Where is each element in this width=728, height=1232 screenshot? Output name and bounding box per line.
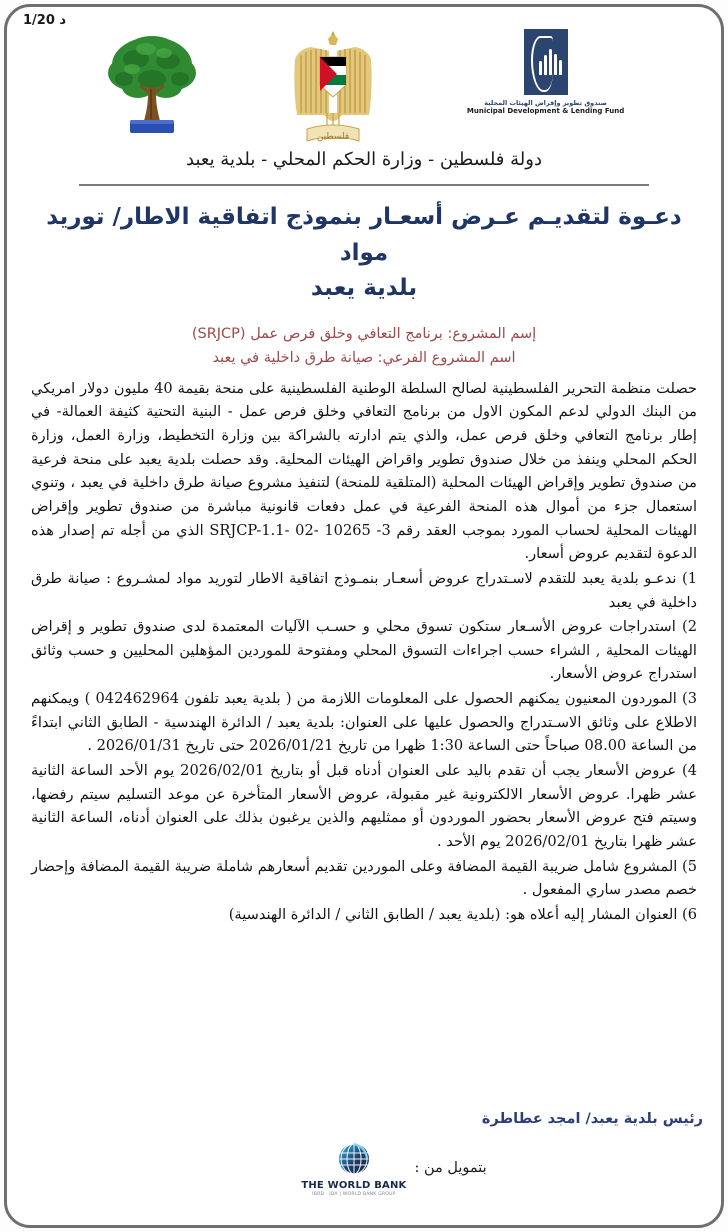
mayor-signature: رئيس بلدية يعبد/ امجد عطاطرة xyxy=(481,1111,703,1127)
world-bank-subtitle: IBRD · IDA | WORLD BANK GROUP xyxy=(312,1192,396,1197)
buildings-shape xyxy=(539,45,563,75)
mdlf-caption-english: Municipal Development & Lending Fund xyxy=(466,107,625,116)
funder-row xyxy=(25,1139,703,1197)
logos-row xyxy=(21,13,707,143)
list-item: 5) المشروع شامل ضريبة القيمة المضافة وعلى الموردين تقديم أسعارهم شاملة ضريبة القيمة المضافة وإحضار خصم مصدر ساري المفعول . xyxy=(31,857,697,899)
eagle-emblem-icon xyxy=(285,29,381,149)
world-bank-wordmark: THE WORLD BANK xyxy=(301,1180,407,1191)
title-line-1: دعـوة لتقديـم عـرض أسعـار بنموذج اتفاقية الاطار/ توريد مواد xyxy=(46,204,682,266)
list-item: 6) العنوان المشار إليه أعلاه هو: (بلدية يعبد / الطابق الثاني / الدائرة الهندسية) xyxy=(228,905,697,923)
mdlf-caption-arabic: صندوق تطوير وإقراض الهيئات المحلية xyxy=(484,99,607,107)
project-names xyxy=(21,323,707,371)
title-line-2: بلدية يعبد xyxy=(310,275,418,302)
state-line: دولة فلسطين - وزارة الحكم المحلي - بلدية يعبد xyxy=(186,149,542,170)
mdlf-caption xyxy=(467,100,624,116)
mdlf-mark-icon xyxy=(524,29,568,95)
svg-text:فلسطين: فلسطين xyxy=(317,132,350,142)
footer xyxy=(7,1109,721,1219)
list-item: 3) الموردون المعنيون يمكنهم الحصول على المعلومات اللازمة من ( بلدية يعبد تلفون 042462964 ) ويمكنهم الاطلاع على وثائق الاسـتدراج والحصول عليها على العنوان: بلدية يعبد / الدائرة الهندسية - الطابق الثاني ابتداءً من الساعة 08.00 صباحاً حتى الساعة 1:30 ظهرا من تاريخ 2026/01/21 حتى تاريخ 2026/01/31 . xyxy=(31,690,697,755)
yabad-municipality-logo xyxy=(104,29,200,141)
sub-project-name: اسم المشروع الفرعي: صيانة طرق داخلية في يعبد xyxy=(212,349,516,366)
page-marker: د 1/20 xyxy=(23,13,67,28)
list-item: 2) استدراجات عروض الأسـعار ستكون تسوق محلي و حسـب الآليات المعتمدة لدى صندوق تطوير و إقراض الهيئات المحلية , الشراء حسب اجراءات التسوق المحلي ومفتوحة للموردين المؤهلين المحليين و حسب وثائق استدراج عروض الأسعار. xyxy=(31,618,697,683)
list-item: 1) ندعـو بلدية يعبد للتقدم لاسـتدراج عروض أسعـار بنمـوذج اتفاقية الاطار لتوريد مواد لمشـروع : صيانة طرق داخلية في يعبد xyxy=(31,569,697,611)
globe-icon xyxy=(334,1139,374,1179)
list-item: 4) عروض الأسعار يجب أن تقدم باليد على العنوان أدناه قبل أو بتاريخ 2026/02/01 يوم الأحد الساعة الثانية عشر ظهرا. عروض الأسعار الالكترونية غير مقبولة، عروض الأسعار المتأخرة عن موعد التسليم سيتم رفضها، وسيتم فتح عروض الأسعار بحضور الموردون أو ممثليهم والذين يرغبون بذلك على العنوان أدناه، الساعة الثانية عشر ظهرا بتاريخ 2026/02/01 يوم الأحد . xyxy=(31,762,697,850)
tree-icon xyxy=(104,29,200,141)
palestine-emblem xyxy=(285,29,381,149)
intro-paragraph: حصلت منظمة التحرير الفلسطينية لصالح السلطة الوطنية الفلسطينية على منحة بقيمة 40 مليون دولار امريكي من البنك الدولي لدعم المكون الاول من برنامج التعافي وخلق فرص عمل - البنية التحتية كثيفة العمالة- في إطار برنامج التعافي وخلق فرص عمل، والذي يتم ادارته بالشراكة بين وزارة التخطيط، وزارة العمل، وزارة الحكم المحلي وينفذ من خلال صندوق تطوير واقراض الهيئات المحلية. وقد حصلت بلدية يعبد على منحة فرعية من صندوق تطوير وإقراض الهيئات المحلية (المتلقية للمنحة) لتنفيذ مشروع صيانة طرق داخلية في يعبد ، وتنوي استعمال جزء من أموال هذه المنحة الفرعية في عمل دفعات قانونية مباشرة من صندوق تطوير وإقراض الهيئات المحلية لحساب المورد بموجب العقد رقم 3- 10265 -02 -SRJCP-1.1 الذي من أجله تم إصدار هذه الدعوة لتقديم عروض أسعار. xyxy=(31,379,697,563)
mdlf-logo xyxy=(467,29,624,116)
document-frame xyxy=(4,4,724,1228)
body-text xyxy=(21,377,707,927)
project-name: إسم المشروع: برنامج التعافي وخلق فرص عمل (SRJCP) xyxy=(191,325,537,342)
world-bank-logo xyxy=(301,1139,406,1197)
funder-label: بتمويل من : xyxy=(414,1160,487,1176)
page-title xyxy=(21,200,707,307)
header-divider xyxy=(79,184,649,186)
